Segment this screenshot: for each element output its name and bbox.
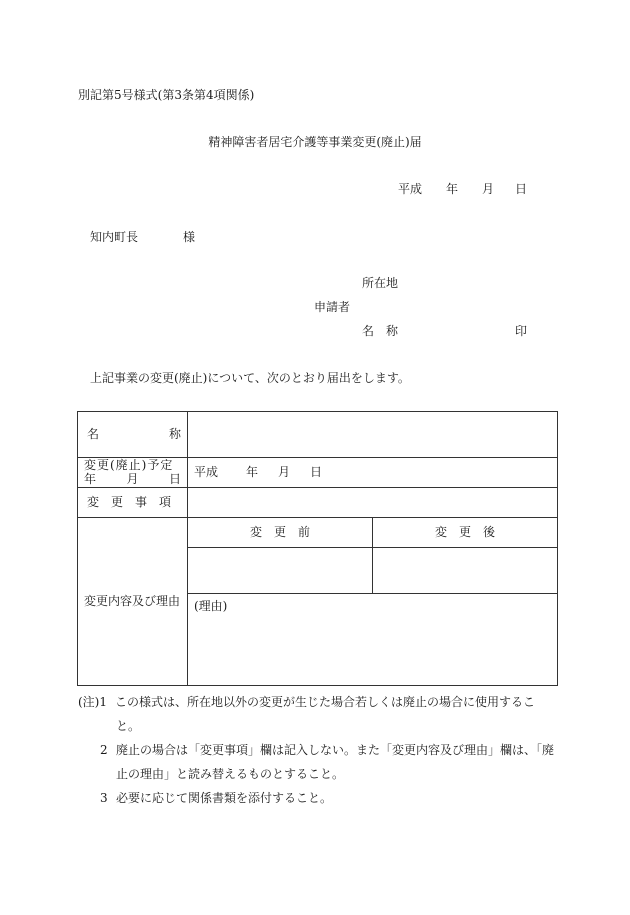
name-label-cell — [78, 412, 188, 458]
before-label: 変 更 前 — [249, 524, 310, 539]
scheduled-day: 日 — [310, 464, 323, 479]
scheduled-label-year: 年 — [84, 471, 97, 486]
note-number: 2 — [100, 743, 108, 757]
applicant-label: 申請者 — [314, 300, 351, 314]
date-year: 年 — [446, 182, 459, 196]
change-item-value-cell[interactable] — [188, 488, 558, 518]
note-item — [78, 690, 558, 738]
form-number-label: 別記第5号様式(第3条第4項関係) — [78, 88, 255, 102]
note-number: (注)1 — [78, 695, 107, 709]
note-number: 3 — [100, 791, 108, 805]
notes-section — [78, 690, 558, 810]
note-text-content: 必要に応じて関係書類を添付すること。 — [116, 791, 333, 805]
seal-mark: 印 — [515, 324, 528, 338]
content-label: 変更内容及び理由 — [84, 593, 181, 608]
note-text-content: この様式は、所在地以外の変更が生じた場合若しくは廃止の場合に使用すること。 — [115, 695, 536, 733]
note-text — [116, 690, 558, 738]
change-item-label: 変 更 事 項 — [87, 494, 172, 509]
content-label-cell — [78, 518, 188, 686]
after-label-cell — [373, 518, 558, 548]
addressee-name: 知内町長 — [90, 230, 139, 244]
name-label-part: 称 — [168, 426, 181, 441]
scheduled-label-day: 日 — [168, 471, 181, 486]
note-item — [78, 738, 558, 786]
form-table — [77, 411, 558, 686]
note-text — [116, 786, 558, 810]
change-item-label-cell — [78, 488, 188, 518]
scheduled-year: 年 — [246, 464, 259, 479]
document-title: 精神障害者居宅介護等事業変更(廃止)届 — [208, 135, 422, 149]
note-text-content: 廃止の場合は「変更事項」欄は記入しない。また「変更内容及び理由」欄は、「廃止の理由」と読み替えるものとすること。 — [116, 743, 555, 781]
scheduled-label-month: 月 — [126, 471, 139, 486]
scheduled-date-label-cell — [78, 458, 188, 488]
scheduled-month: 月 — [278, 464, 291, 479]
after-label: 変 更 後 — [434, 524, 495, 539]
scheduled-label-top: 変更(廃止)予定 — [84, 458, 174, 473]
before-label-cell — [188, 518, 373, 548]
date-day: 日 — [515, 182, 528, 196]
after-value-cell[interactable] — [373, 548, 558, 594]
note-item — [78, 786, 558, 810]
applicant-name-label: 名 称 — [362, 324, 399, 338]
scheduled-date-value-cell[interactable] — [188, 458, 558, 488]
scheduled-era: 平成 — [194, 464, 219, 479]
date-month: 月 — [482, 182, 495, 196]
before-value-cell[interactable] — [188, 548, 373, 594]
reason-label: (理由) — [194, 599, 228, 613]
reason-cell[interactable] — [188, 594, 558, 686]
addressee-honorific: 様 — [183, 230, 196, 244]
name-label-part: 名 — [87, 426, 100, 441]
address-label: 所在地 — [362, 276, 399, 290]
date-era: 平成 — [398, 182, 423, 196]
intro-text: 上記事業の変更(廃止)について、次のとおり届出をします。 — [90, 371, 410, 385]
name-value-cell[interactable] — [188, 412, 558, 458]
note-text — [116, 738, 558, 786]
